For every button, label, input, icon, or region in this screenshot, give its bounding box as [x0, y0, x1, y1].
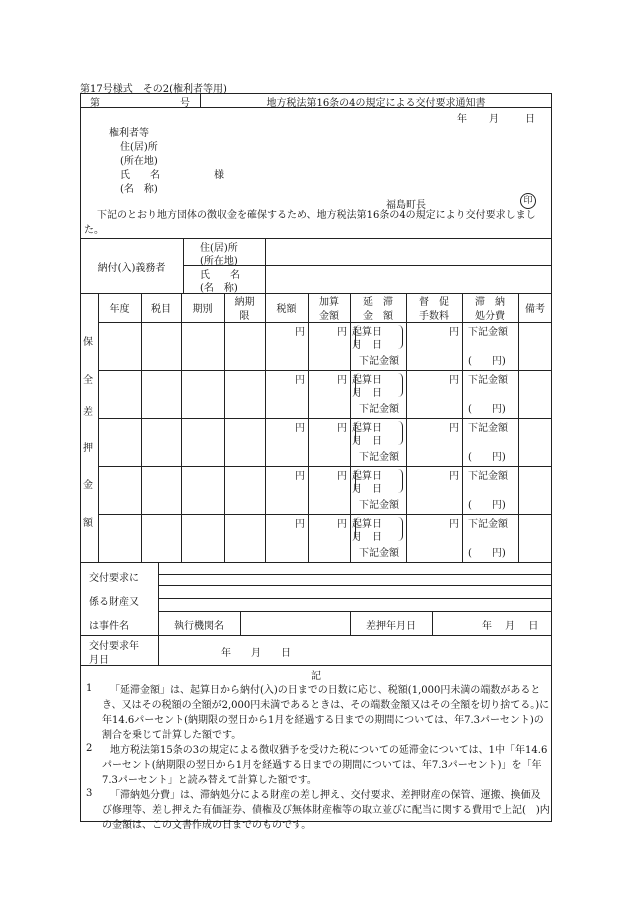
notes-heading: 記: [311, 671, 321, 682]
late-fee-calc-date: 起算日: [352, 471, 382, 482]
addressee-honorific: 様: [214, 170, 224, 181]
side-label-char: 押: [83, 443, 93, 454]
late-fee-month-day: 月 日: [352, 340, 382, 351]
disposition-paren-yen: ( 円): [468, 500, 506, 511]
column-header-year: 年度: [109, 304, 130, 315]
disposition-below-amount: 下記金額: [468, 471, 508, 482]
tax-amount-yen: 円: [295, 471, 305, 482]
late-fee-below-amount: 下記金額: [359, 452, 399, 463]
demand-fee-yen: 円: [449, 471, 459, 482]
obligor-address-sublabel: (所在地): [200, 256, 238, 267]
issue-date-month: 月: [489, 114, 499, 125]
side-label-char: 差: [83, 407, 93, 418]
date-bracket: [355, 517, 403, 541]
tax-amount-yen: 円: [295, 327, 305, 338]
note-number: 1: [86, 683, 93, 694]
column-header-late-fee-2: 金 額: [363, 311, 393, 322]
disposition-below-amount: 下記金額: [468, 519, 508, 530]
late-fee-below-amount: 下記金額: [359, 500, 399, 511]
demand-fee-yen: 円: [449, 519, 459, 530]
disposition-paren-yen: ( 円): [468, 548, 506, 559]
column-header-period: 期別: [192, 304, 213, 315]
date-bracket: [355, 421, 403, 445]
obligor-label: 納付(入)義務者: [97, 263, 166, 274]
column-header-tax-item: 税目: [151, 304, 171, 315]
disposition-paren-yen: ( 円): [468, 404, 506, 415]
seal-mark: 印: [520, 193, 536, 209]
request-date-label-line2: 月日: [89, 655, 109, 666]
column-header-demand-fee: 督 促: [419, 297, 449, 308]
additional-amount-yen: 円: [337, 375, 347, 386]
note-text: 「滞納処分費」は、滞納処分による財産の差し押え、交付要求、差押財産の保管、運搬、換価及び修理等、差し押えた有価証券、債権及び無体財産権等の取立並びに配当に関する費用で上記( )内の金額は、この文書作成の日までのものです。: [102, 790, 550, 831]
note-number: 3: [86, 788, 93, 799]
document-number-prefix: 第: [90, 98, 100, 109]
addressee-name-label: 氏 名: [120, 170, 160, 181]
late-fee-calc-date: 起算日: [352, 375, 382, 386]
date-bracket: [355, 373, 403, 397]
demand-fee-yen: 円: [449, 375, 459, 386]
additional-amount-yen: 円: [337, 423, 347, 434]
additional-amount-yen: 円: [337, 327, 347, 338]
addressee-address-label: 住(居)所: [120, 142, 158, 153]
late-fee-below-amount: 下記金額: [359, 404, 399, 415]
issuer-name: 福島町長: [386, 200, 426, 211]
request-date-label-line1: 交付要求年: [89, 641, 139, 652]
column-header-late-fee: 延 滞: [363, 297, 393, 308]
side-label-char: 保: [83, 337, 93, 348]
property-label-line2: 係る財産又: [89, 597, 139, 608]
additional-amount-yen: 円: [337, 519, 347, 530]
intro-text: 下記のとおり地方団体の徴収金を確保するため、地方税法第16条の4の規定により交付要求しました。: [84, 210, 536, 236]
obligor-address-label: 住(居)所: [200, 243, 238, 254]
demand-fee-yen: 円: [449, 423, 459, 434]
side-label-char: 額: [83, 518, 93, 529]
column-header-disposition-cost-2: 処分費: [475, 311, 505, 322]
tax-amount-yen: 円: [295, 375, 305, 386]
column-header-due-date: 納期: [234, 297, 255, 308]
disposition-paren-yen: ( 円): [468, 356, 506, 367]
disposition-below-amount: 下記金額: [468, 375, 508, 386]
demand-fee-yen: 円: [449, 327, 459, 338]
tax-amount-yen: 円: [295, 423, 305, 434]
property-label-line1: 交付要求に: [89, 573, 139, 584]
late-fee-calc-date: 起算日: [352, 519, 382, 530]
issue-date-day: 日: [525, 114, 535, 125]
side-label-char: 全: [83, 375, 93, 386]
disposition-below-amount: 下記金額: [468, 327, 508, 338]
late-fee-month-day: 月 日: [352, 532, 382, 543]
disposition-below-amount: 下記金額: [468, 423, 508, 434]
property-label-line3: は事件名: [89, 621, 129, 632]
late-fee-month-day: 月 日: [352, 484, 382, 495]
late-fee-below-amount: 下記金額: [359, 548, 399, 559]
late-fee-calc-date: 起算日: [352, 423, 382, 434]
column-header-tax-amount: 税額: [276, 304, 297, 315]
addressee-heading: 権利者等: [109, 128, 149, 139]
late-fee-month-day: 月 日: [352, 436, 382, 447]
date-bracket: [355, 325, 403, 349]
note-text: 地方税法第15条の3の規定による徴収猶予を受けた税についての延滞金については、1中「年14.6パーセント(納期限の翌日から1月を経過する日までの期間については、年7.3パーセント)」を「年7.3パーセント」と読み替えて計算した額です。: [102, 745, 548, 786]
addressee-name-sublabel: (名 称): [120, 184, 158, 195]
late-fee-calc-date: 起算日: [352, 327, 382, 338]
column-header-remarks: 備考: [525, 304, 545, 315]
additional-amount-yen: 円: [337, 471, 347, 482]
late-fee-below-amount: 下記金額: [359, 356, 399, 367]
column-header-additional: 加算: [319, 297, 339, 308]
seizure-date-value: 年 月 日: [482, 621, 539, 632]
request-date-value: 年 月 日: [221, 648, 291, 659]
column-header-additional-2: 金額: [319, 311, 339, 322]
disposition-paren-yen: ( 円): [468, 452, 506, 463]
late-fee-month-day: 月 日: [352, 388, 382, 399]
column-header-due-date-2: 限: [239, 311, 250, 322]
document-title: 地方税法第16条の4の規定による交付要求通知書: [266, 98, 486, 109]
form-number-label: 第17号様式 その2(権利者等用): [80, 84, 227, 95]
seizure-date-label: 差押年月日: [366, 621, 416, 632]
date-bracket: [355, 469, 403, 493]
obligor-name-label: 氏 名: [200, 270, 240, 281]
document-number-suffix: 号: [180, 98, 190, 109]
addressee-address-sublabel: (所在地): [120, 156, 158, 167]
obligor-name-sublabel: (名 称): [200, 283, 238, 294]
tax-amount-yen: 円: [295, 519, 305, 530]
column-header-disposition-cost: 滞 納: [475, 297, 505, 308]
column-header-demand-fee-2: 手数料: [419, 311, 449, 322]
note-text: 「延滞金額」は、起算日から納付(入)の日までの日数に応じ、税額(1,000円未満の端数があるとき、又はその税額の全額が2,000円未満であるときは、その端数金額又はその全額を切り捨てる。)に年14.6パーセント(納期限の翌日から1月を経過する日までの期間については、年7.3パーセント)の割合を乗じて計算した額です。: [102, 685, 550, 741]
issue-date-year: 年: [457, 114, 467, 125]
exec-agency-label: 執行機関名: [174, 621, 224, 632]
note-number: 2: [86, 743, 93, 754]
side-label-char: 金: [83, 480, 93, 491]
